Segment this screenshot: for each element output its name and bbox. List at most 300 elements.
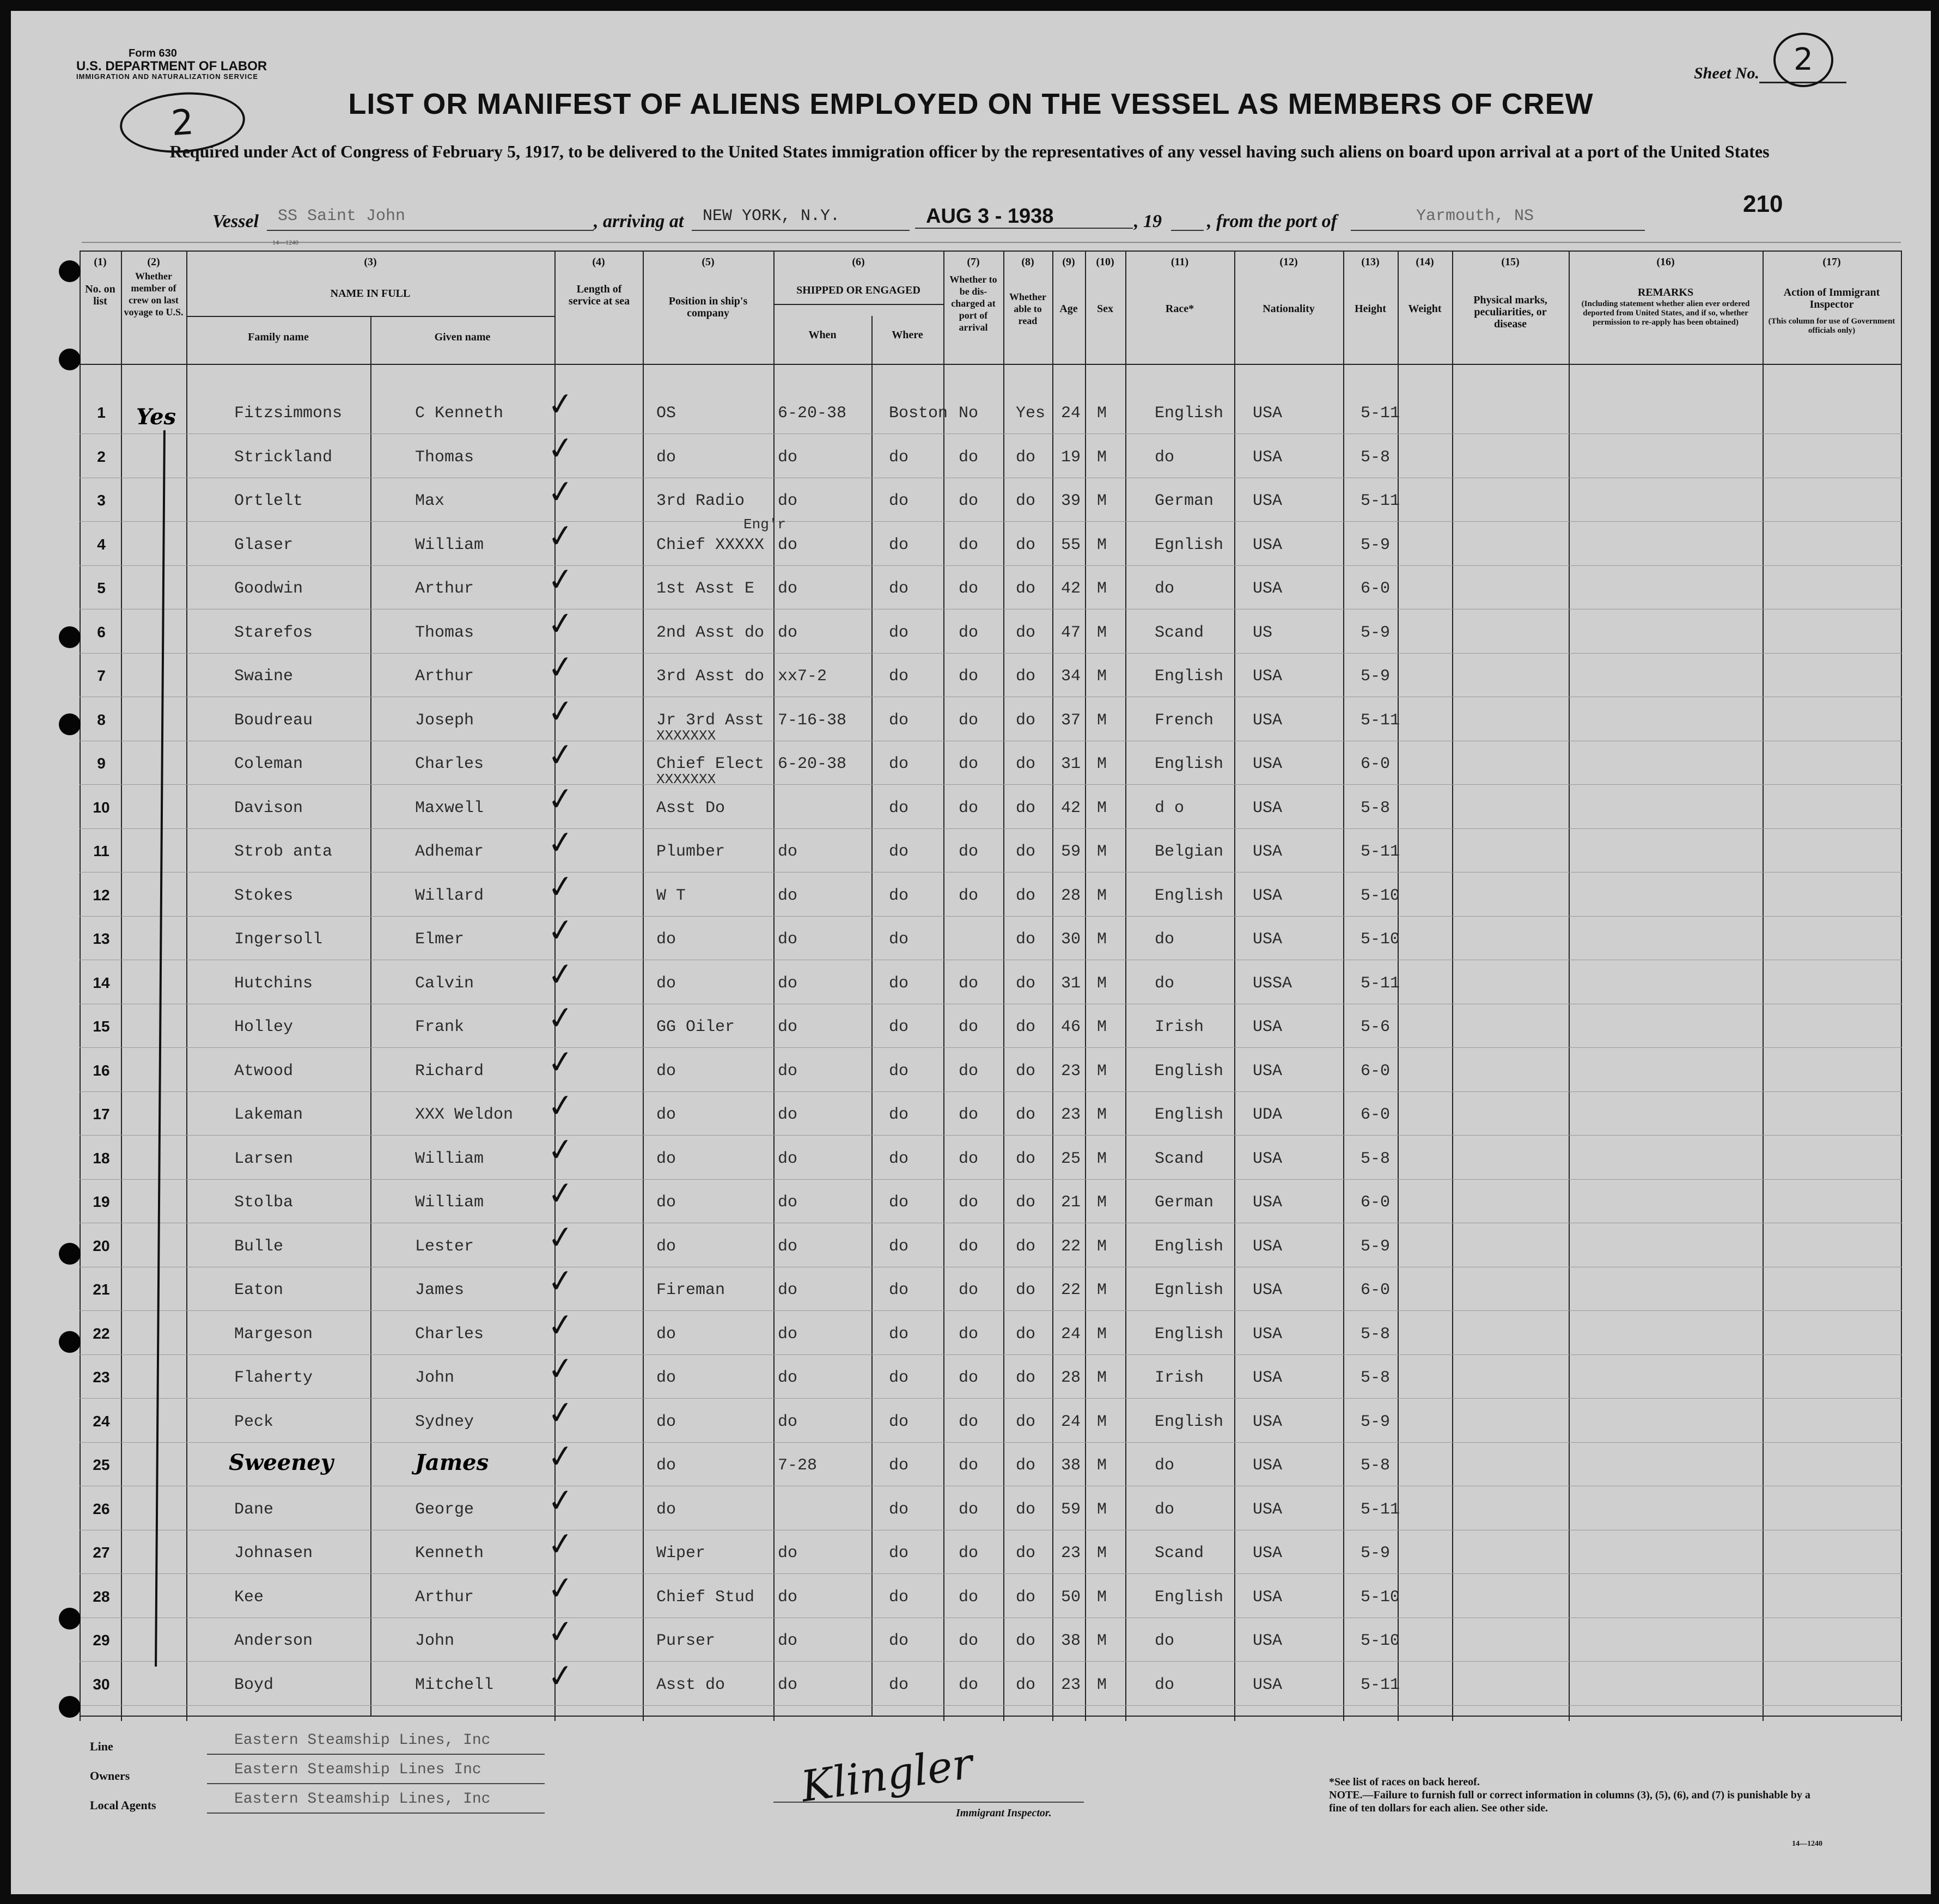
- shipped-where: do: [889, 1500, 909, 1519]
- sex: M: [1097, 1544, 1107, 1563]
- nationality: USA: [1253, 755, 1283, 773]
- service-check-mark: ✓: [545, 1612, 576, 1652]
- row-number: 30: [93, 1675, 110, 1693]
- height: 5-9: [1361, 623, 1391, 642]
- col-num-13: (13): [1361, 256, 1380, 268]
- col-head-15: Physical marks, peculiarities, or disease: [1473, 294, 1547, 330]
- row-rule: [80, 1442, 1902, 1443]
- row-number: 18: [93, 1149, 110, 1167]
- row-number: 8: [97, 711, 106, 728]
- sheet-count: 210: [1743, 191, 1783, 217]
- inspector-note: (This column for use of Government officials only): [1768, 317, 1895, 335]
- row-rule: [80, 1661, 1902, 1662]
- shipped-when: do: [778, 535, 798, 554]
- punch-hole: [59, 1696, 81, 1718]
- row-number: 27: [93, 1544, 110, 1561]
- shipped-when: do: [778, 1018, 798, 1036]
- sex: M: [1097, 1412, 1107, 1431]
- shipped-where: do: [889, 974, 909, 993]
- shipped-when: do: [778, 579, 798, 598]
- col-head-1: No. on list: [85, 283, 115, 307]
- sex: M: [1097, 1588, 1107, 1607]
- service-check-mark: ✓: [545, 428, 576, 468]
- shipped-when: do: [778, 1237, 798, 1256]
- discharged: do: [959, 1237, 979, 1256]
- col-head-17: Action of Immigrant Inspector: [1783, 286, 1880, 310]
- punch-hole: [59, 1243, 81, 1265]
- given-name: William: [415, 1193, 484, 1212]
- race: do: [1155, 1632, 1175, 1650]
- age: 23: [1061, 1544, 1081, 1563]
- discharged: do: [959, 579, 979, 598]
- document-subtitle: Required under Act of Congress of February 5, 1917, to be delivered to the United States immigration officer by the representatives of any vessel having such aliens on board upon arrival at a port of the United States: [169, 142, 1770, 161]
- position: do: [656, 1456, 676, 1475]
- sex: M: [1097, 667, 1107, 686]
- family-name: Ingersoll: [234, 930, 323, 949]
- discharged: do: [959, 1588, 979, 1607]
- shipped-where: do: [889, 711, 909, 730]
- race: do: [1155, 930, 1175, 949]
- position: do: [656, 930, 676, 949]
- height: 5-10: [1361, 1588, 1400, 1607]
- nationality: USA: [1253, 1369, 1283, 1387]
- punch-hole: [59, 1608, 81, 1630]
- table-row: [11, 1480, 1931, 1529]
- col-num-6: (6): [852, 256, 865, 268]
- discharged: do: [959, 711, 979, 730]
- service-check-mark: ✓: [545, 1656, 576, 1695]
- document-title: LIST OR MANIFEST OF ALIENS EMPLOYED ON THE VESSEL AS MEMBERS OF CREW: [348, 88, 1594, 120]
- shipped-where: do: [889, 1544, 909, 1563]
- row-number: 22: [93, 1325, 110, 1342]
- able-to-read: do: [1016, 886, 1036, 905]
- nationality: USSA: [1253, 974, 1292, 993]
- sex: M: [1097, 886, 1107, 905]
- position: Fireman: [656, 1281, 725, 1299]
- crew-table: [11, 11, 1931, 1894]
- row-number: 15: [93, 1018, 110, 1035]
- shipped-where: do: [889, 1325, 909, 1344]
- row-number: 24: [93, 1412, 110, 1430]
- row-number: 28: [93, 1588, 110, 1605]
- family-name: Coleman: [234, 755, 303, 773]
- shipped-when: do: [778, 1675, 798, 1694]
- sex: M: [1097, 535, 1107, 554]
- age: 39: [1061, 492, 1081, 510]
- col-head-10: Sex: [1097, 303, 1113, 315]
- shipped-where: do: [889, 623, 909, 642]
- service-check-mark: ✓: [545, 735, 576, 775]
- discharged: do: [959, 1106, 979, 1124]
- age: 21: [1061, 1193, 1081, 1212]
- nationality: USA: [1253, 1632, 1283, 1650]
- sex: M: [1097, 1149, 1107, 1168]
- row-number: 25: [93, 1456, 110, 1473]
- shipped-when: do: [778, 974, 798, 993]
- nationality: USA: [1253, 1193, 1283, 1212]
- table-row: [11, 647, 1931, 695]
- family-name: Sweeney: [229, 1450, 333, 1475]
- given-name: Kenneth: [415, 1544, 484, 1563]
- col-num-15: (15): [1501, 256, 1520, 268]
- given-name: William: [415, 535, 484, 554]
- race: do: [1155, 1675, 1175, 1694]
- row-number: 9: [97, 755, 106, 772]
- shipped-when: do: [778, 623, 798, 642]
- family-name: Flaherty: [234, 1369, 313, 1387]
- table-row: [11, 998, 1931, 1046]
- shipped-where: do: [889, 1412, 909, 1431]
- given-name: XXX Weldon: [415, 1106, 514, 1124]
- position: 3rd Radio: [656, 492, 745, 510]
- service-check-mark: ✓: [545, 1393, 576, 1432]
- height: 5-8: [1361, 1149, 1391, 1168]
- given-name: Charles: [415, 1325, 484, 1344]
- shipped-where: do: [889, 930, 909, 949]
- race: English: [1155, 1325, 1224, 1344]
- able-to-read: do: [1016, 1632, 1036, 1650]
- race: Egnlish: [1155, 1281, 1224, 1299]
- inspector-caption: Immigrant Inspector.: [956, 1807, 1052, 1819]
- col-head-12: Nationality: [1263, 303, 1315, 315]
- discharged: do: [959, 623, 979, 642]
- service-check-mark: ✓: [545, 866, 576, 906]
- row-rule: [80, 784, 1902, 785]
- table-row: [11, 1217, 1931, 1266]
- able-to-read: do: [1016, 1325, 1036, 1344]
- nationality: USA: [1253, 1018, 1283, 1036]
- arriving-port: NEW YORK, N.Y.: [692, 207, 910, 231]
- able-to-read: do: [1016, 1412, 1036, 1431]
- service-check-mark: ✓: [545, 1524, 576, 1564]
- shipped-when: do: [778, 1369, 798, 1387]
- table-row: [11, 822, 1931, 871]
- row-rule: [80, 565, 1902, 566]
- nationality: USA: [1253, 1500, 1283, 1519]
- line-label: Line: [90, 1740, 113, 1753]
- given-name: John: [415, 1632, 455, 1650]
- sex: M: [1097, 755, 1107, 773]
- age: 55: [1061, 535, 1081, 554]
- given-name: Arthur: [415, 667, 474, 686]
- able-to-read: do: [1016, 1500, 1036, 1519]
- race: French: [1155, 711, 1214, 730]
- service-check-mark: ✓: [545, 1568, 576, 1608]
- height: 5-9: [1361, 535, 1391, 554]
- sex: M: [1097, 1061, 1107, 1081]
- sex: M: [1097, 843, 1107, 861]
- table-row: [11, 735, 1931, 788]
- punch-hole: [59, 349, 81, 370]
- position: OS: [656, 404, 676, 423]
- height: 5-11: [1361, 492, 1400, 510]
- given-name: Maxwell: [415, 798, 484, 817]
- col-num-12: (12): [1279, 256, 1298, 268]
- nationality: USA: [1253, 798, 1283, 817]
- line-underline: [207, 1754, 545, 1755]
- row-number: 14: [93, 974, 110, 991]
- shipped-where: do: [889, 843, 909, 861]
- table-row: [11, 1393, 1931, 1441]
- table-row: [11, 1568, 1931, 1616]
- row-number: 20: [93, 1237, 110, 1254]
- position: Jr 3rd Asst: [656, 711, 765, 730]
- age: 50: [1061, 1588, 1081, 1607]
- col-num-11: (11): [1170, 256, 1189, 268]
- position: do: [656, 448, 676, 467]
- row-number: 5: [97, 579, 106, 596]
- table-row: [11, 1524, 1931, 1572]
- row-number: 3: [97, 492, 106, 509]
- position: Chief XXXXX: [656, 535, 765, 554]
- given-name: Max: [415, 492, 445, 510]
- race: English: [1155, 1412, 1224, 1431]
- service-check-mark: ✓: [545, 998, 576, 1038]
- height: 5-9: [1361, 667, 1391, 686]
- print-code-bottom: 14—1240: [1792, 1840, 1822, 1848]
- col-num-1: (1): [94, 256, 107, 268]
- remarks-note: (Including statement whether alien ever ordered deported from United States, and if so, whether permission to re-apply has been obtained): [1581, 300, 1750, 327]
- nationality: USA: [1253, 579, 1283, 598]
- vessel-label: Vessel: [212, 211, 259, 231]
- service-check-mark: ✓: [545, 1348, 576, 1389]
- nationality: USA: [1253, 843, 1283, 861]
- discharged: do: [959, 1544, 979, 1563]
- discharged: do: [959, 974, 979, 993]
- age: 59: [1061, 1500, 1081, 1519]
- punch-hole: [59, 626, 81, 648]
- given-name: Arthur: [415, 1588, 474, 1607]
- nationality: USA: [1253, 1544, 1283, 1563]
- position: do: [656, 1149, 676, 1168]
- shipped-where: do: [889, 535, 909, 554]
- family-name: Starefos: [234, 623, 313, 642]
- position: 2nd Asst do: [656, 623, 765, 642]
- footnotes: [1329, 1775, 1819, 1815]
- shipped-when: do: [778, 1149, 798, 1168]
- nationality: USA: [1253, 1237, 1283, 1256]
- given-name: Richard: [415, 1061, 484, 1081]
- shipped-where: do: [889, 1149, 909, 1168]
- family-name: Ortlelt: [234, 492, 303, 510]
- given-name: Willard: [415, 886, 484, 905]
- age: 23: [1061, 1675, 1081, 1694]
- position: W T: [656, 886, 686, 905]
- col-head-3: NAME IN FULL: [330, 288, 411, 300]
- discharged: do: [959, 1149, 979, 1168]
- row-number: 11: [93, 843, 109, 859]
- shipped-when: 6-20-38: [778, 755, 847, 773]
- row-number: 12: [93, 886, 110, 904]
- col-head-5: Position in ship's company: [668, 295, 748, 319]
- shipped-when: do: [778, 448, 798, 467]
- sheet-label: Sheet No.: [1694, 64, 1759, 82]
- shipped-when: do: [778, 1325, 798, 1344]
- service-check-mark: ✓: [545, 1261, 576, 1301]
- sex: M: [1097, 711, 1107, 730]
- family-name: Johnasen: [234, 1544, 313, 1563]
- position: Asst do: [656, 1675, 725, 1694]
- given-name: George: [415, 1500, 474, 1519]
- shipped-when: do: [778, 1412, 798, 1431]
- family-name: Peck: [234, 1412, 274, 1431]
- family-name: Stolba: [234, 1193, 294, 1212]
- race: English: [1155, 667, 1224, 686]
- height: 5-11: [1361, 974, 1400, 993]
- col-num-17: (17): [1822, 256, 1841, 268]
- able-to-read: do: [1016, 1281, 1036, 1299]
- able-to-read: do: [1016, 1369, 1036, 1387]
- row-number: 29: [93, 1632, 110, 1649]
- able-to-read: do: [1016, 448, 1036, 467]
- sex: M: [1097, 930, 1107, 949]
- service-check-mark: ✓: [545, 1305, 576, 1345]
- age: 31: [1061, 974, 1081, 993]
- age: 28: [1061, 1369, 1081, 1387]
- table-bottom-border: [80, 1716, 1902, 1717]
- service-check-mark: ✓: [545, 954, 576, 994]
- row-rule: [80, 1135, 1902, 1136]
- position: Asst Do: [656, 798, 725, 817]
- height: 6-0: [1361, 1061, 1391, 1081]
- col-head-4: Length of service at sea: [568, 283, 630, 307]
- height: 5-8: [1361, 1369, 1391, 1387]
- family-name: Larsen: [234, 1149, 294, 1168]
- family-name: Fitzsimmons: [234, 404, 343, 423]
- row-rule: [80, 1310, 1902, 1311]
- shipped-where: do: [889, 1106, 909, 1124]
- position: do: [656, 1106, 676, 1124]
- able-to-read: do: [1016, 1456, 1036, 1475]
- shipped-when: do: [778, 886, 798, 905]
- col-num-4: (4): [592, 256, 605, 268]
- col-head-16: REMARKS: [1637, 286, 1694, 298]
- given-name: Charles: [415, 755, 484, 773]
- shipped-when: do: [778, 930, 798, 949]
- family-name-head: Family name: [248, 331, 309, 343]
- shipped-when: do: [778, 1632, 798, 1650]
- row-number: 13: [93, 930, 110, 947]
- sex: M: [1097, 579, 1107, 598]
- table-row: [11, 516, 1931, 564]
- col-head-8: Whether able to read: [1009, 291, 1046, 326]
- able-to-read: do: [1016, 1018, 1036, 1036]
- inspector-signature: Klingler: [798, 1739, 976, 1812]
- discharged: do: [959, 755, 979, 773]
- position: do: [656, 1237, 676, 1256]
- shipped-when: 7-28: [778, 1456, 818, 1475]
- able-to-read: do: [1016, 1588, 1036, 1607]
- service-check-mark: ✓: [545, 559, 576, 600]
- position: GG Oiler: [656, 1018, 735, 1036]
- height: 5-8: [1361, 1325, 1391, 1344]
- row-rule: [80, 653, 1902, 654]
- able-to-read: do: [1016, 755, 1036, 773]
- shipped-when: do: [778, 1106, 798, 1124]
- footnote-penalty: NOTE.—Failure to furnish full or correct information in columns (3), (5), (6), and (7) is punishable by a fine of ten dollars for each alien. See other side.: [1329, 1789, 1810, 1814]
- age: 34: [1061, 667, 1081, 686]
- row-number: 19: [93, 1193, 110, 1210]
- race: Irish: [1155, 1369, 1204, 1387]
- able-to-read: do: [1016, 974, 1036, 993]
- table-row: [11, 559, 1931, 608]
- table-row: [11, 1130, 1931, 1178]
- row-number: 6: [97, 623, 106, 640]
- race: English: [1155, 1237, 1224, 1256]
- shipped-where: do: [889, 886, 909, 905]
- sex: M: [1097, 974, 1107, 993]
- col-num-10: (10): [1096, 256, 1114, 268]
- race: English: [1155, 404, 1224, 423]
- family-name: Swaine: [234, 667, 294, 686]
- position: Chief Elect: [656, 755, 765, 773]
- age: 31: [1061, 755, 1081, 773]
- arriving-label: , arriving at: [594, 211, 684, 231]
- family-name: Stokes: [234, 886, 294, 905]
- shipped-where: do: [889, 1369, 909, 1387]
- age: 42: [1061, 579, 1081, 598]
- position: do: [656, 1500, 676, 1519]
- nationality: USA: [1253, 711, 1283, 730]
- sex: M: [1097, 1632, 1107, 1650]
- age: 38: [1061, 1632, 1081, 1650]
- table-row: [11, 1173, 1931, 1222]
- col-head-14: Weight: [1408, 303, 1442, 315]
- row-number: 21: [93, 1281, 110, 1298]
- family-name: Boyd: [234, 1675, 274, 1694]
- able-to-read: do: [1016, 535, 1036, 554]
- shipped-when: xx7-2: [778, 667, 827, 686]
- discharged: do: [959, 1018, 979, 1036]
- position: Plumber: [656, 843, 725, 861]
- row-rule: [80, 1179, 1902, 1180]
- col-num-7: (7): [967, 256, 980, 268]
- race: English: [1155, 1106, 1224, 1124]
- race: German: [1155, 492, 1214, 510]
- col-num-16: (16): [1656, 256, 1675, 268]
- sex: M: [1097, 1237, 1107, 1256]
- agents-value: Eastern Steamship Lines, Inc: [234, 1791, 491, 1808]
- nationality: USA: [1253, 1281, 1283, 1299]
- service-check-mark: ✓: [545, 384, 576, 424]
- col-num-8: (8): [1021, 256, 1034, 268]
- given-name: Frank: [415, 1018, 465, 1036]
- service-name: IMMIGRATION AND NATURALIZATION SERVICE: [76, 72, 259, 81]
- row-rule: [80, 521, 1902, 522]
- discharged: do: [959, 1061, 979, 1081]
- age: 24: [1061, 1412, 1081, 1431]
- shipped-when: do: [778, 492, 798, 510]
- sex: M: [1097, 1675, 1107, 1694]
- table-row: [11, 1085, 1931, 1134]
- given-name: Elmer: [415, 930, 465, 949]
- nationality: USA: [1253, 886, 1283, 905]
- row-rule: [80, 1354, 1902, 1355]
- table-row: [11, 954, 1931, 1003]
- age: 37: [1061, 711, 1081, 730]
- age: 25: [1061, 1149, 1081, 1168]
- row-rule: [80, 1573, 1902, 1574]
- form-number: Form 630: [129, 47, 177, 59]
- col-head-11: Race*: [1165, 303, 1194, 315]
- given-name: Sydney: [415, 1412, 474, 1431]
- row-number: 26: [93, 1500, 110, 1517]
- table-row: [11, 691, 1931, 744]
- shipped-when: do: [778, 1588, 798, 1607]
- able-to-read: do: [1016, 1237, 1036, 1256]
- able-to-read: do: [1016, 1106, 1036, 1124]
- height: 5-11: [1361, 1500, 1400, 1519]
